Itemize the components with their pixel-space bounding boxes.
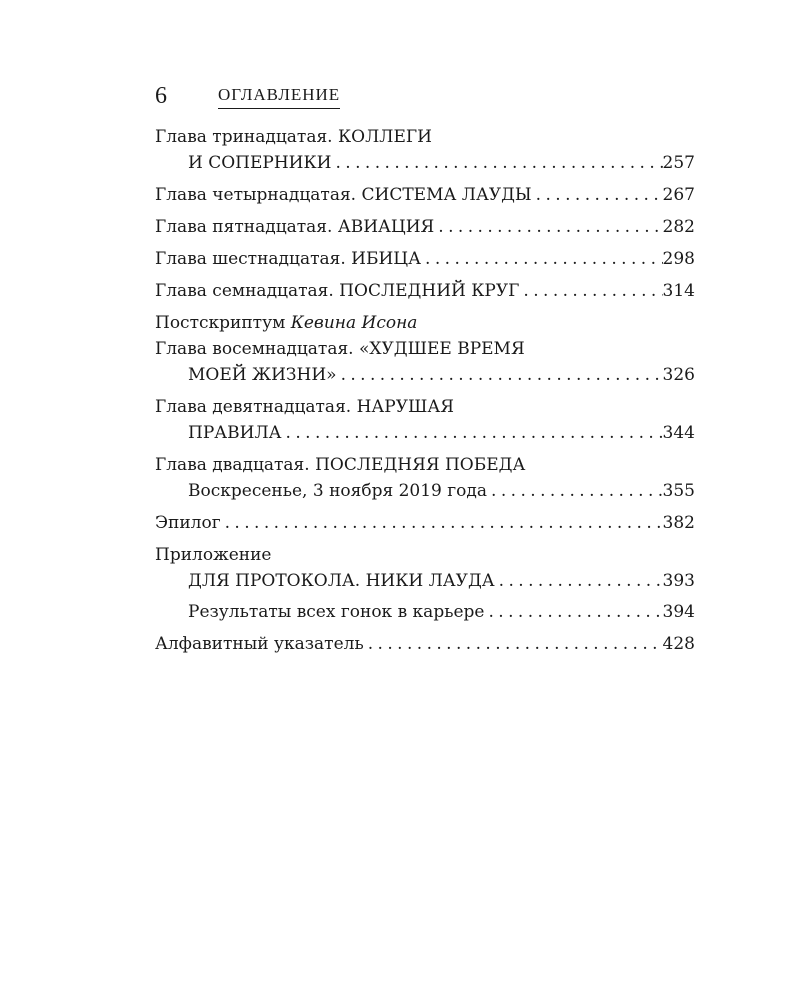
toc-entry-chapter-15 — [155, 214, 695, 240]
dot-leader — [282, 420, 663, 446]
toc-entry-page: 344 — [662, 423, 695, 443]
dot-leader — [484, 599, 662, 625]
toc-entry-chapter-18 — [155, 336, 695, 388]
postscript-author: Кевина Исона — [290, 313, 418, 333]
toc-entry-chapter-16 — [155, 246, 695, 272]
toc-entry-title: Глава четырнадцатая. СИСТЕМА ЛАУДЫ — [155, 185, 532, 205]
toc-entry-chapter-19 — [155, 394, 695, 446]
toc-entry-chapter-20 — [155, 452, 695, 504]
toc-entry-page: 394 — [662, 602, 695, 622]
toc-entry-title-continued: И СОПЕРНИКИ — [188, 153, 332, 173]
toc-postscript — [155, 310, 695, 336]
toc-entry-title: Глава пятнадцатая. АВИАЦИЯ — [155, 217, 435, 237]
dot-leader — [519, 278, 662, 304]
toc-entry-appendix — [155, 542, 695, 594]
toc-entry-page: 393 — [662, 571, 695, 591]
dot-leader — [331, 150, 662, 176]
toc-entry-page: 257 — [662, 153, 695, 173]
toc-entry-title: Алфавитный указатель — [155, 634, 364, 654]
running-head: ОГЛАВЛЕНИЕ — [218, 85, 340, 109]
toc-entry-title: Эпилог — [155, 513, 221, 533]
dot-leader — [337, 362, 663, 388]
page-number: 6 — [155, 83, 167, 109]
toc-entry-title: Глава тринадцатая. КОЛЛЕГИ — [155, 127, 432, 147]
toc-entry-page: 282 — [662, 217, 695, 237]
dot-leader — [364, 631, 663, 657]
toc-entry-title: Глава шестнадцатая. ИБИЦА — [155, 249, 422, 269]
toc-entry-title: Глава семнадцатая. ПОСЛЕДНИЙ КРУГ — [155, 281, 520, 301]
toc-entry-chapter-14 — [155, 182, 695, 208]
toc-entry-page: 298 — [662, 249, 695, 269]
toc-entry-chapter-13 — [155, 124, 695, 176]
toc-entry-page: 314 — [662, 281, 695, 301]
toc-entry-career-results — [155, 599, 695, 625]
dot-leader — [434, 214, 662, 240]
dot-leader — [421, 246, 663, 272]
toc-entry-title-continued: ПРАВИЛА — [188, 423, 282, 443]
toc-entry-page: 267 — [662, 185, 695, 205]
postscript-label: Постскриптум — [155, 313, 286, 333]
toc-entry-title: Результаты всех гонок в карьере — [188, 602, 485, 622]
toc-entry-title: Глава восемнадцатая. «ХУДШЕЕ ВРЕМЯ — [155, 339, 525, 359]
toc-entry-epilogue — [155, 510, 695, 536]
toc-entry-page: 326 — [662, 365, 695, 385]
toc-entry-title: Глава двадцатая. ПОСЛЕДНЯЯ ПОБЕДА — [155, 455, 526, 475]
toc-entry-title: Глава девятнадцатая. НАРУШАЯ — [155, 397, 455, 417]
toc-entry-index — [155, 631, 695, 657]
table-of-contents — [155, 124, 695, 657]
toc-entry-page: 355 — [662, 481, 695, 501]
toc-entry-subtitle: Воскресенье, 3 ноября 2019 года — [188, 481, 488, 501]
toc-entry-page: 428 — [662, 634, 695, 654]
dot-leader — [221, 510, 663, 536]
dot-leader — [495, 568, 663, 594]
toc-entry-title: Приложение — [155, 545, 272, 565]
toc-entry-title-continued: МОЕЙ ЖИЗНИ» — [188, 365, 337, 385]
dot-leader — [487, 478, 663, 504]
dot-leader — [532, 182, 663, 208]
toc-entry-page: 382 — [662, 513, 695, 533]
toc-entry-chapter-17 — [155, 278, 695, 304]
toc-entry-subtitle: ДЛЯ ПРОТОКОЛА. НИКИ ЛАУДА — [188, 571, 495, 591]
